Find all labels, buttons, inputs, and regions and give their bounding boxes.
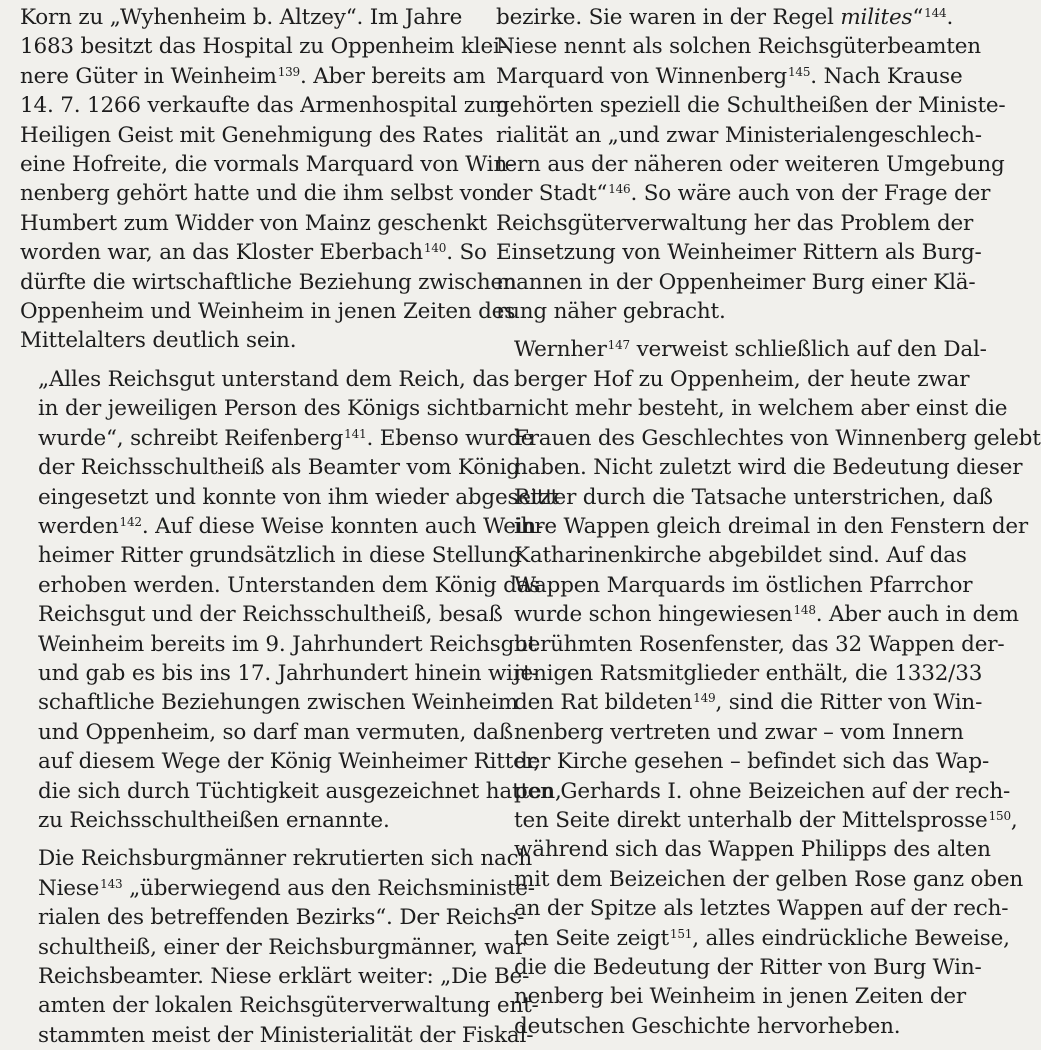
text-segment: Ritter durch die Tatsache unterstrichen, daß <box>514 484 993 510</box>
text-segment: an der Spitze als letztes Wappen auf der rech- <box>514 896 1009 922</box>
text-segment: berühmten Rosenfenster, das 32 Wappen der- <box>514 631 1005 657</box>
text-segment: . Ebenso wurde <box>366 425 534 451</box>
text-segment: tern aus der näheren oder weiteren Umgebung <box>496 152 1005 178</box>
footnote-reference: 147 <box>607 338 630 353</box>
text-segment: ten Seite direkt unterhalb der Mittelsprosse <box>514 807 988 833</box>
text-line <box>496 121 982 150</box>
text-segment: Frauen des Geschlechtes von Winnenberg gelebt <box>514 425 1041 451</box>
text-segment: stammten meist der Ministerialität der Fiskal- <box>38 1022 534 1048</box>
text-line <box>20 238 487 267</box>
paragraph <box>20 365 562 836</box>
text-line <box>20 962 530 991</box>
text-line <box>20 844 533 873</box>
text-line <box>496 924 1010 953</box>
text-line <box>496 835 991 864</box>
text-segment: nenberg vertreten und zwar – vom Innern <box>514 719 964 745</box>
text-segment: Reichsgut und der Reichsschultheiß, besaß <box>38 602 503 628</box>
text-line <box>496 630 1005 659</box>
text-line <box>496 394 1008 423</box>
text-segment: Weinheim bereits im 9. Jahrhundert Reichsgut <box>38 631 537 657</box>
text-line <box>20 512 544 541</box>
text-segment: . Nach Krause <box>810 63 963 89</box>
text-segment: schaftliche Beziehungen zwischen Weinheim <box>38 690 519 716</box>
text-segment: haben. Nicht zuletzt wird die Bedeutung dieser <box>514 455 1023 481</box>
text-line <box>20 179 498 208</box>
text-segment: dürfte die wirtschaftliche Beziehung zwischen <box>20 269 517 295</box>
text-line <box>20 326 462 355</box>
text-line <box>496 268 976 297</box>
text-line <box>20 933 526 962</box>
text-segment: . <box>946 5 954 30</box>
text-line <box>496 179 991 208</box>
text-segment: der Stadt“ <box>496 181 608 207</box>
text-segment: pen Gerhards I. ohne Beizeichen auf der rech- <box>514 778 1011 804</box>
text-segment: nenberg gehört hatte und die ihm selbst von <box>20 181 498 207</box>
text-segment: . So <box>446 240 487 266</box>
text-line <box>496 688 983 717</box>
paragraph <box>496 335 1041 1041</box>
right-text-column <box>496 3 1041 1041</box>
text-line <box>20 91 509 120</box>
text-line <box>496 424 1041 453</box>
text-line <box>20 3 462 32</box>
text-segment: Einsetzung von Weinheimer Rittern als Burg- <box>496 240 982 266</box>
text-line <box>20 806 462 835</box>
text-segment: verweist schließlich auf den Dal- <box>629 337 987 363</box>
footnote-reference: 145 <box>787 64 811 79</box>
text-line <box>20 571 541 600</box>
text-segment: eingesetzt und konnte von ihm wieder abgesetzt <box>38 484 559 510</box>
text-segment: jenigen Ratsmitglieder enthält, die 1332/33 <box>514 660 983 686</box>
text-segment: auf diesem Wege der König Weinheimer Ritter, <box>38 749 541 775</box>
text-line <box>20 1021 534 1050</box>
text-segment: , <box>1010 807 1018 833</box>
text-line <box>496 600 1019 629</box>
text-line <box>496 453 1023 482</box>
text-line <box>20 777 562 806</box>
text-segment: Heiligen Geist mit Genehmigung des Rates <box>20 122 484 148</box>
text-line <box>496 747 990 776</box>
text-segment: werden <box>38 513 119 539</box>
footnote-reference: 149 <box>693 691 716 706</box>
text-line <box>496 62 963 91</box>
text-segment: der Reichsschultheiß als Beamter vom König <box>38 455 520 481</box>
text-line <box>496 512 1029 541</box>
text-segment: Humbert zum Widder von Mainz geschenkt <box>20 210 488 236</box>
text-line <box>496 865 1023 894</box>
text-line <box>20 62 486 91</box>
text-line <box>20 453 520 482</box>
text-segment: berger Hof zu Oppenheim, der heute zwar <box>514 366 970 392</box>
text-segment: Niese nennt als solchen Reichsgüterbeamten <box>496 34 981 60</box>
text-segment: Wernher <box>514 337 607 363</box>
text-segment: die die Bedeutung der Ritter von Burg Win- <box>514 955 982 980</box>
text-segment: Katharinenkirche abgebildet sind. Auf das <box>514 543 967 569</box>
text-line <box>20 121 484 150</box>
text-line <box>20 600 503 629</box>
text-segment: deutschen Geschichte hervorheben. <box>514 1013 901 1039</box>
text-segment: Niese <box>38 875 100 901</box>
text-line <box>20 483 559 512</box>
text-line <box>20 541 522 570</box>
text-segment: nere Güter in Weinheim <box>20 63 277 89</box>
text-line <box>496 365 970 394</box>
text-segment: , sind die Ritter von Win- <box>715 690 983 716</box>
text-segment: “ <box>912 5 924 30</box>
footnote-reference: 150 <box>988 808 1011 823</box>
text-line <box>496 1012 936 1041</box>
text-segment: erhoben werden. Unterstanden dem König das <box>38 572 541 598</box>
text-segment: eine Hofreite, die vormals Marquard von Win- <box>20 152 515 178</box>
footnote-reference: 141 <box>344 426 367 441</box>
text-segment: in der jeweiligen Person des Königs sichtbar <box>38 396 515 422</box>
footnote-reference: 148 <box>793 603 816 618</box>
paragraph <box>20 3 517 356</box>
text-segment: rialität an „und zwar Ministerialengeschlech- <box>496 122 982 148</box>
text-segment: wurde“, schreibt Reifenberg <box>38 425 344 451</box>
text-line <box>20 394 515 423</box>
text-line <box>496 483 993 512</box>
text-segment: während sich das Wappen Philipps des alten <box>514 837 991 863</box>
text-line <box>496 297 936 326</box>
text-line <box>20 718 514 747</box>
footnote-reference: 144 <box>924 6 947 20</box>
text-segment: rung näher gebracht. <box>496 299 726 325</box>
text-line <box>496 32 981 61</box>
text-segment: 1683 besitzt das Hospital zu Oppenheim klei- <box>20 34 507 60</box>
text-line <box>496 982 966 1011</box>
footnote-reference: 142 <box>119 514 142 529</box>
text-line <box>20 747 541 776</box>
text-line <box>20 688 519 717</box>
text-segment: Die Reichsburgmänner rekrutierten sich nach <box>38 846 533 872</box>
paragraph <box>496 3 1006 326</box>
text-segment: ten Seite zeigt <box>514 925 669 951</box>
text-segment: nenberg bei Weinheim in jenen Zeiten der <box>514 984 966 1010</box>
text-segment: ihre Wappen gleich dreimal in den Fenstern der <box>514 513 1029 539</box>
emphasized-text: milites <box>840 5 913 30</box>
text-line <box>496 3 954 32</box>
text-line <box>20 991 539 1020</box>
text-segment: bezirke. Sie waren in der Regel <box>496 5 841 30</box>
text-segment: mannen in der Oppenheimer Burg einer Klä- <box>496 269 976 295</box>
text-segment: Reichsbeamter. Niese erklärt weiter: „Die Be- <box>38 964 530 989</box>
text-line <box>496 91 1006 120</box>
text-line <box>496 777 1011 806</box>
text-line <box>496 953 982 982</box>
text-segment: Wappen Marquards im östlichen Pfarrchor <box>514 572 973 598</box>
text-line <box>496 718 964 747</box>
text-segment: rialen des betreffenden Bezirks“. Der Reichs- <box>38 905 525 931</box>
text-segment: . So wäre auch von der Frage der <box>630 181 991 207</box>
text-line <box>20 150 515 179</box>
paragraph <box>20 844 539 1050</box>
text-line <box>20 903 525 932</box>
text-segment: nicht mehr besteht, in welchem aber einst die <box>514 396 1008 422</box>
text-segment: Korn zu „Wyhenheim b. Altzey“. Im Jahre <box>20 5 463 30</box>
text-segment: und Oppenheim, so darf man vermuten, daß <box>38 719 514 745</box>
footnote-reference: 139 <box>277 64 300 79</box>
text-segment: , alles eindrückliche Beweise, <box>692 925 1010 951</box>
text-segment: wurde schon hingewiesen <box>514 602 793 628</box>
text-segment: mit dem Beizeichen der gelben Rose ganz oben <box>514 866 1023 892</box>
text-line <box>20 209 488 238</box>
text-line <box>496 806 1018 835</box>
text-line <box>496 209 974 238</box>
text-line <box>20 365 510 394</box>
text-line <box>20 874 535 903</box>
text-segment: und gab es bis ins 17. Jahrhundert hinein wirt- <box>38 660 539 686</box>
text-line <box>496 238 982 267</box>
text-line <box>20 630 537 659</box>
text-line <box>20 424 534 453</box>
text-line <box>496 150 1005 179</box>
text-line <box>496 541 967 570</box>
text-segment: 14. 7. 1266 verkaufte das Armenhospital zum <box>20 93 509 119</box>
text-line <box>496 571 973 600</box>
text-segment: der Kirche gesehen – befindet sich das Wap- <box>514 749 990 775</box>
text-segment: schultheiß, einer der Reichsburgmänner, war <box>38 934 526 960</box>
text-segment: zu Reichsschultheißen ernannte. <box>38 807 390 833</box>
text-segment: gehörten speziell die Schultheißen der Ministe- <box>496 93 1006 119</box>
text-line <box>20 268 517 297</box>
text-segment: Oppenheim und Weinheim in jenen Zeiten des <box>20 299 516 325</box>
text-segment: worden war, an das Kloster Eberbach <box>20 240 423 266</box>
footnote-reference: 143 <box>100 876 123 891</box>
text-segment: heimer Ritter grundsätzlich in diese Stellung <box>38 543 522 569</box>
text-line <box>496 659 983 688</box>
text-line <box>496 894 1009 923</box>
text-segment: Mittelalters deutlich sein. <box>20 328 297 354</box>
text-segment: . Auf diese Weise konnten auch Wein- <box>141 513 544 539</box>
text-line <box>20 32 507 61</box>
text-segment: amten der lokalen Reichsgüterverwaltung ent- <box>38 993 539 1019</box>
footnote-reference: 140 <box>423 241 447 256</box>
text-segment: den Rat bildeten <box>514 690 693 716</box>
text-segment: Marquard von Winnenberg <box>496 63 787 89</box>
text-line <box>20 659 539 688</box>
text-segment: „Alles Reichsgut unterstand dem Reich, das <box>38 366 510 392</box>
text-segment: Reichsgüterverwaltung her das Problem der <box>496 210 974 236</box>
text-line <box>20 297 516 326</box>
footnote-reference: 151 <box>669 926 693 941</box>
text-segment: die sich durch Tüchtigkeit ausgezeichnet hatten, <box>38 778 562 804</box>
footnote-reference: 146 <box>608 182 631 197</box>
text-line <box>496 335 987 364</box>
text-segment: . Aber bereits am <box>300 63 486 89</box>
text-segment: . Aber auch in dem <box>815 602 1019 628</box>
text-segment: „überwiegend aus den Reichsministe- <box>122 875 535 901</box>
